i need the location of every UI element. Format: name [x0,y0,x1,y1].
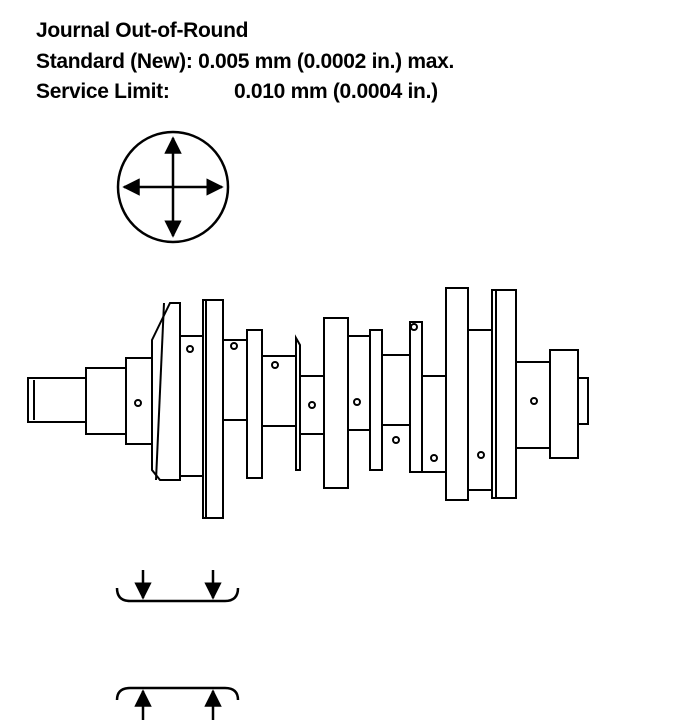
standard-value: 0.005 mm (0.0002 in.) max. [198,50,455,73]
service-limit-label: Service Limit: [36,80,170,103]
standard-label: Standard (New): [36,50,193,73]
spec-title: Journal Out-of-Round [36,19,249,42]
taper-measurement-icon [117,688,238,720]
journal-cross-section-icon [118,132,228,242]
taper-measurement-icon [117,570,238,601]
crankshaft-illustration [28,288,588,518]
service-limit-value: 0.010 mm (0.0004 in.) [234,80,438,103]
